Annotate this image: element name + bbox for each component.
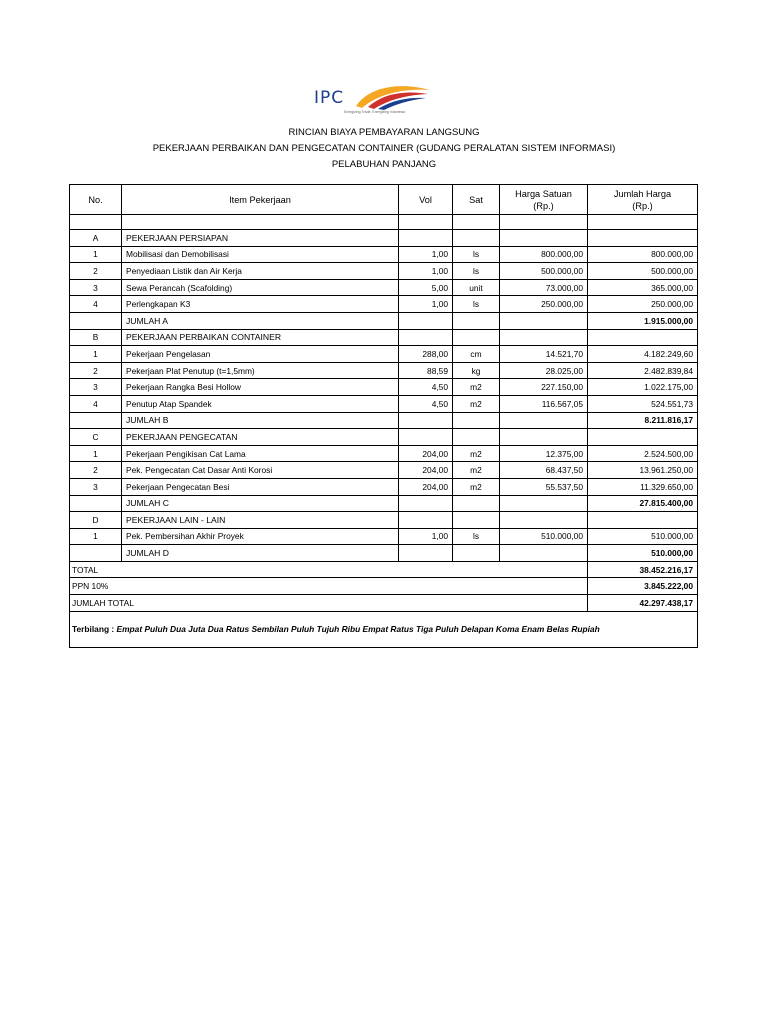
table-body <box>70 215 698 648</box>
row-total: 4.182.249,60 <box>588 346 698 363</box>
row-item: Pek. Pembersihan Akhir Proyek <box>122 528 399 545</box>
row-item: Penutup Atap Spandek <box>122 395 399 412</box>
empty-cell <box>399 545 453 562</box>
row-price: 116.567,05 <box>500 395 588 412</box>
empty-cell <box>500 512 588 529</box>
header-sat: Sat <box>453 185 500 215</box>
terbilang-text: Empat Puluh Dua Juta Dua Ratus Sembilan Puluh Tujuh Ribu Empat Ratus Tiga Puluh Delapan Koma Enam Belas Rupiah <box>116 624 600 635</box>
row-no: 1 <box>70 246 122 263</box>
summary-label: TOTAL <box>70 561 588 578</box>
summary-label: JUMLAH TOTAL <box>70 595 588 612</box>
empty-cell <box>588 512 698 529</box>
subtotal-value: 1.915.000,00 <box>588 312 698 329</box>
empty-cell <box>500 329 588 346</box>
subtotal-value: 8.211.816,17 <box>588 412 698 429</box>
header-no: No. <box>70 185 122 215</box>
table-row <box>70 445 698 462</box>
empty-cell <box>453 329 500 346</box>
row-no: 1 <box>70 445 122 462</box>
empty-cell <box>500 429 588 446</box>
row-sat: ls <box>453 263 500 280</box>
row-item: Pekerjaan Pengecatan Besi <box>122 478 399 495</box>
subtotal-row <box>70 545 698 562</box>
table-row <box>70 395 698 412</box>
empty-cell <box>453 545 500 562</box>
subtotal-row <box>70 495 698 512</box>
table-row <box>70 296 698 313</box>
empty-cell <box>70 412 122 429</box>
row-sat: cm <box>453 346 500 363</box>
row-vol: 1,00 <box>399 263 453 280</box>
row-no: 3 <box>70 478 122 495</box>
row-price: 500.000,00 <box>500 263 588 280</box>
summary-value: 38.452.216,17 <box>588 561 698 578</box>
empty-cell <box>500 312 588 329</box>
table-row <box>70 263 698 280</box>
summary-value: 3.845.222,00 <box>588 578 698 595</box>
row-vol: 1,00 <box>399 296 453 313</box>
row-total: 250.000,00 <box>588 296 698 313</box>
row-no: 3 <box>70 279 122 296</box>
title-line-1: RINCIAN BIAYA PEMBAYARAN LANGSUNG <box>288 127 480 138</box>
ipc-logo <box>314 80 436 120</box>
empty-cell <box>588 429 698 446</box>
table-row <box>70 462 698 479</box>
row-total: 2.482.839,84 <box>588 362 698 379</box>
empty-cell <box>399 329 453 346</box>
summary-row <box>70 595 698 612</box>
row-sat: m2 <box>453 462 500 479</box>
empty-cell <box>500 495 588 512</box>
blank-row <box>70 215 698 230</box>
row-vol: 204,00 <box>399 462 453 479</box>
row-total: 13.961.250,00 <box>588 462 698 479</box>
row-vol: 204,00 <box>399 478 453 495</box>
subtotal-label: JUMLAH D <box>122 545 399 562</box>
row-price: 14.521,70 <box>500 346 588 363</box>
subtotal-row <box>70 312 698 329</box>
section-header-row <box>70 429 698 446</box>
subtotal-label: JUMLAH B <box>122 412 399 429</box>
terbilang-row <box>70 611 698 647</box>
subtotal-row <box>70 412 698 429</box>
header-vol: Vol <box>399 185 453 215</box>
empty-cell <box>588 329 698 346</box>
logo-swoosh-icon <box>348 80 434 112</box>
row-price: 250.000,00 <box>500 296 588 313</box>
row-price: 800.000,00 <box>500 246 588 263</box>
empty-cell <box>500 412 588 429</box>
row-no: 2 <box>70 462 122 479</box>
table-row <box>70 246 698 263</box>
row-sat: m2 <box>453 379 500 396</box>
row-sat: ls <box>453 296 500 313</box>
empty-cell <box>453 512 500 529</box>
header-item: Item Pekerjaan <box>122 185 399 215</box>
row-item: Mobilisasi dan Demobilisasi <box>122 246 399 263</box>
row-vol: 1,00 <box>399 528 453 545</box>
empty-cell <box>399 312 453 329</box>
row-no: 3 <box>70 379 122 396</box>
empty-cell <box>70 312 122 329</box>
title-line-3: PELABUHAN PANJANG <box>331 159 437 170</box>
row-vol: 4,50 <box>399 379 453 396</box>
subtotal-label: JUMLAH C <box>122 495 399 512</box>
empty-cell <box>500 230 588 247</box>
row-no: 4 <box>70 296 122 313</box>
section-header-row <box>70 230 698 247</box>
row-total: 1.022.175,00 <box>588 379 698 396</box>
section-code: C <box>70 429 122 446</box>
row-no: 4 <box>70 395 122 412</box>
row-sat: ls <box>453 246 500 263</box>
table-header-row <box>70 185 698 215</box>
summary-label: PPN 10% <box>70 578 588 595</box>
row-no: 2 <box>70 263 122 280</box>
section-code: B <box>70 329 122 346</box>
row-price: 12.375,00 <box>500 445 588 462</box>
row-price: 68.437,50 <box>500 462 588 479</box>
row-vol: 1,00 <box>399 246 453 263</box>
row-item: Perlengkapan K3 <box>122 296 399 313</box>
section-title: PEKERJAAN LAIN - LAIN <box>122 512 399 529</box>
cost-breakdown-table <box>69 184 698 648</box>
summary-row <box>70 578 698 595</box>
row-sat: unit <box>453 279 500 296</box>
table-row <box>70 379 698 396</box>
section-title: PEKERJAAN PENGECATAN <box>122 429 399 446</box>
summary-value: 42.297.438,17 <box>588 595 698 612</box>
summary-row <box>70 561 698 578</box>
document-titles <box>0 125 768 173</box>
row-total: 2.524.500,00 <box>588 445 698 462</box>
row-sat: m2 <box>453 445 500 462</box>
empty-cell <box>453 495 500 512</box>
logo-tagline: Energizing Trade, Energizing Indonesia <box>344 110 406 114</box>
row-no: 1 <box>70 528 122 545</box>
row-price: 73.000,00 <box>500 279 588 296</box>
row-item: Pek. Pengecatan Cat Dasar Anti Korosi <box>122 462 399 479</box>
row-price: 510.000,00 <box>500 528 588 545</box>
table-row <box>70 346 698 363</box>
row-item: Pekerjaan Rangka Besi Hollow <box>122 379 399 396</box>
row-total: 800.000,00 <box>588 246 698 263</box>
empty-cell <box>399 512 453 529</box>
empty-cell <box>453 429 500 446</box>
title-line-2: PEKERJAAN PERBAIKAN DAN PENGECATAN CONTAINER (GUDANG PERALATAN SISTEM INFORMASI) <box>152 143 616 154</box>
empty-cell <box>399 495 453 512</box>
row-price: 55.537,50 <box>500 478 588 495</box>
empty-cell <box>500 545 588 562</box>
logo-brand: IPC <box>314 88 345 108</box>
section-title: PEKERJAAN PERSIAPAN <box>122 230 399 247</box>
empty-cell <box>453 412 500 429</box>
empty-cell <box>453 230 500 247</box>
row-vol: 4,50 <box>399 395 453 412</box>
header-price: Harga Satuan (Rp.) <box>500 185 588 215</box>
row-vol: 288,00 <box>399 346 453 363</box>
row-item: Pekerjaan Plat Penutup (t=1,5mm) <box>122 362 399 379</box>
section-code: D <box>70 512 122 529</box>
row-no: 2 <box>70 362 122 379</box>
terbilang-label: Terbilang : <box>72 624 115 635</box>
row-vol: 5,00 <box>399 279 453 296</box>
row-total: 510.000,00 <box>588 528 698 545</box>
empty-cell <box>399 230 453 247</box>
table-row <box>70 478 698 495</box>
section-code: A <box>70 230 122 247</box>
empty-cell <box>588 230 698 247</box>
section-header-row <box>70 512 698 529</box>
subtotal-value: 27.815.400,00 <box>588 495 698 512</box>
row-sat: kg <box>453 362 500 379</box>
subtotal-label: JUMLAH A <box>122 312 399 329</box>
empty-cell <box>70 495 122 512</box>
row-price: 227.150,00 <box>500 379 588 396</box>
row-item: Penyediaan Listik dan Air Kerja <box>122 263 399 280</box>
empty-cell <box>453 312 500 329</box>
row-vol: 88,59 <box>399 362 453 379</box>
empty-cell <box>70 545 122 562</box>
row-total: 524.551,73 <box>588 395 698 412</box>
subtotal-value: 510.000,00 <box>588 545 698 562</box>
row-no: 1 <box>70 346 122 363</box>
row-sat: ls <box>453 528 500 545</box>
row-price: 28.025,00 <box>500 362 588 379</box>
section-header-row <box>70 329 698 346</box>
row-total: 365.000,00 <box>588 279 698 296</box>
section-title: PEKERJAAN PERBAIKAN CONTAINER <box>122 329 399 346</box>
table-row <box>70 279 698 296</box>
table-row <box>70 528 698 545</box>
row-item: Pekerjaan Pengelasan <box>122 346 399 363</box>
table-row <box>70 362 698 379</box>
row-sat: m2 <box>453 395 500 412</box>
row-item: Pekerjaan Pengikisan Cat Lama <box>122 445 399 462</box>
row-vol: 204,00 <box>399 445 453 462</box>
header-total: Jumlah Harga (Rp.) <box>588 185 698 215</box>
empty-cell <box>399 429 453 446</box>
row-total: 11.329.650,00 <box>588 478 698 495</box>
row-item: Sewa Perancah (Scafolding) <box>122 279 399 296</box>
empty-cell <box>399 412 453 429</box>
terbilang-cell <box>70 611 698 647</box>
row-sat: m2 <box>453 478 500 495</box>
row-total: 500.000,00 <box>588 263 698 280</box>
